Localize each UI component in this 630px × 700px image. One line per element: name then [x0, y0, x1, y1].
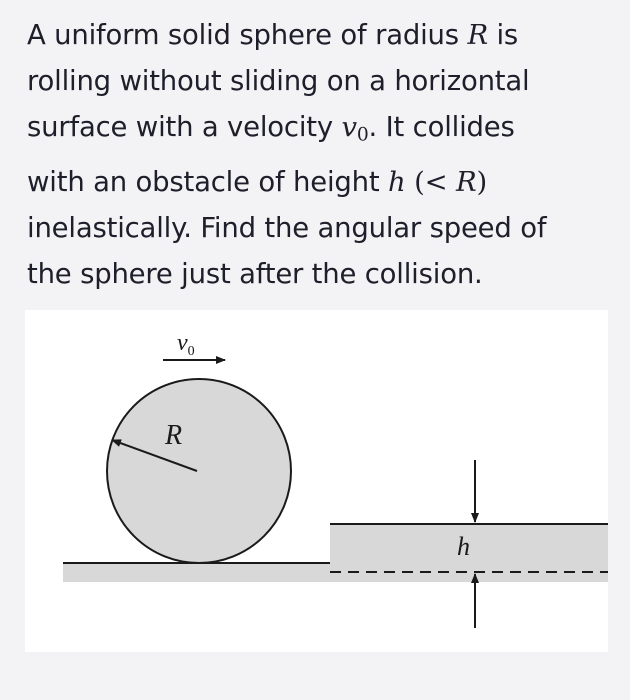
velocity-subscript: 0 [187, 344, 195, 359]
question-line: the sphere just after the collision. [27, 257, 483, 290]
text-segment: surface with a velocity [27, 111, 342, 143]
question-line [27, 12, 617, 58]
math-symbol-R: R [467, 19, 488, 51]
velocity-label [177, 330, 195, 359]
radius-label: R [165, 420, 183, 451]
text-segment: . It collides [368, 111, 515, 143]
question-line: inelastically. Find the angular speed of [27, 211, 547, 244]
question-text [27, 12, 617, 297]
text-segment: A uniform solid sphere of radius [27, 19, 468, 51]
figure-drawing [25, 310, 608, 652]
velocity-symbol: v [177, 330, 188, 356]
text-segment: with an obstacle of height [27, 165, 389, 198]
text-segment: is [487, 19, 519, 51]
question-line [27, 159, 617, 205]
math-symbol-h: h [388, 165, 406, 198]
sphere [107, 379, 291, 563]
question-line: rolling without sliding on a horizontal [27, 65, 530, 97]
height-label: h [457, 532, 470, 561]
question-line [27, 104, 617, 159]
math-paren-close: ) [476, 165, 488, 198]
math-subscript-0: 0 [356, 124, 369, 146]
math-symbol-v: v [341, 111, 357, 143]
math-symbol-R: R [456, 165, 477, 198]
physics-figure [25, 310, 608, 652]
math-paren-less-than: (< [405, 165, 457, 198]
